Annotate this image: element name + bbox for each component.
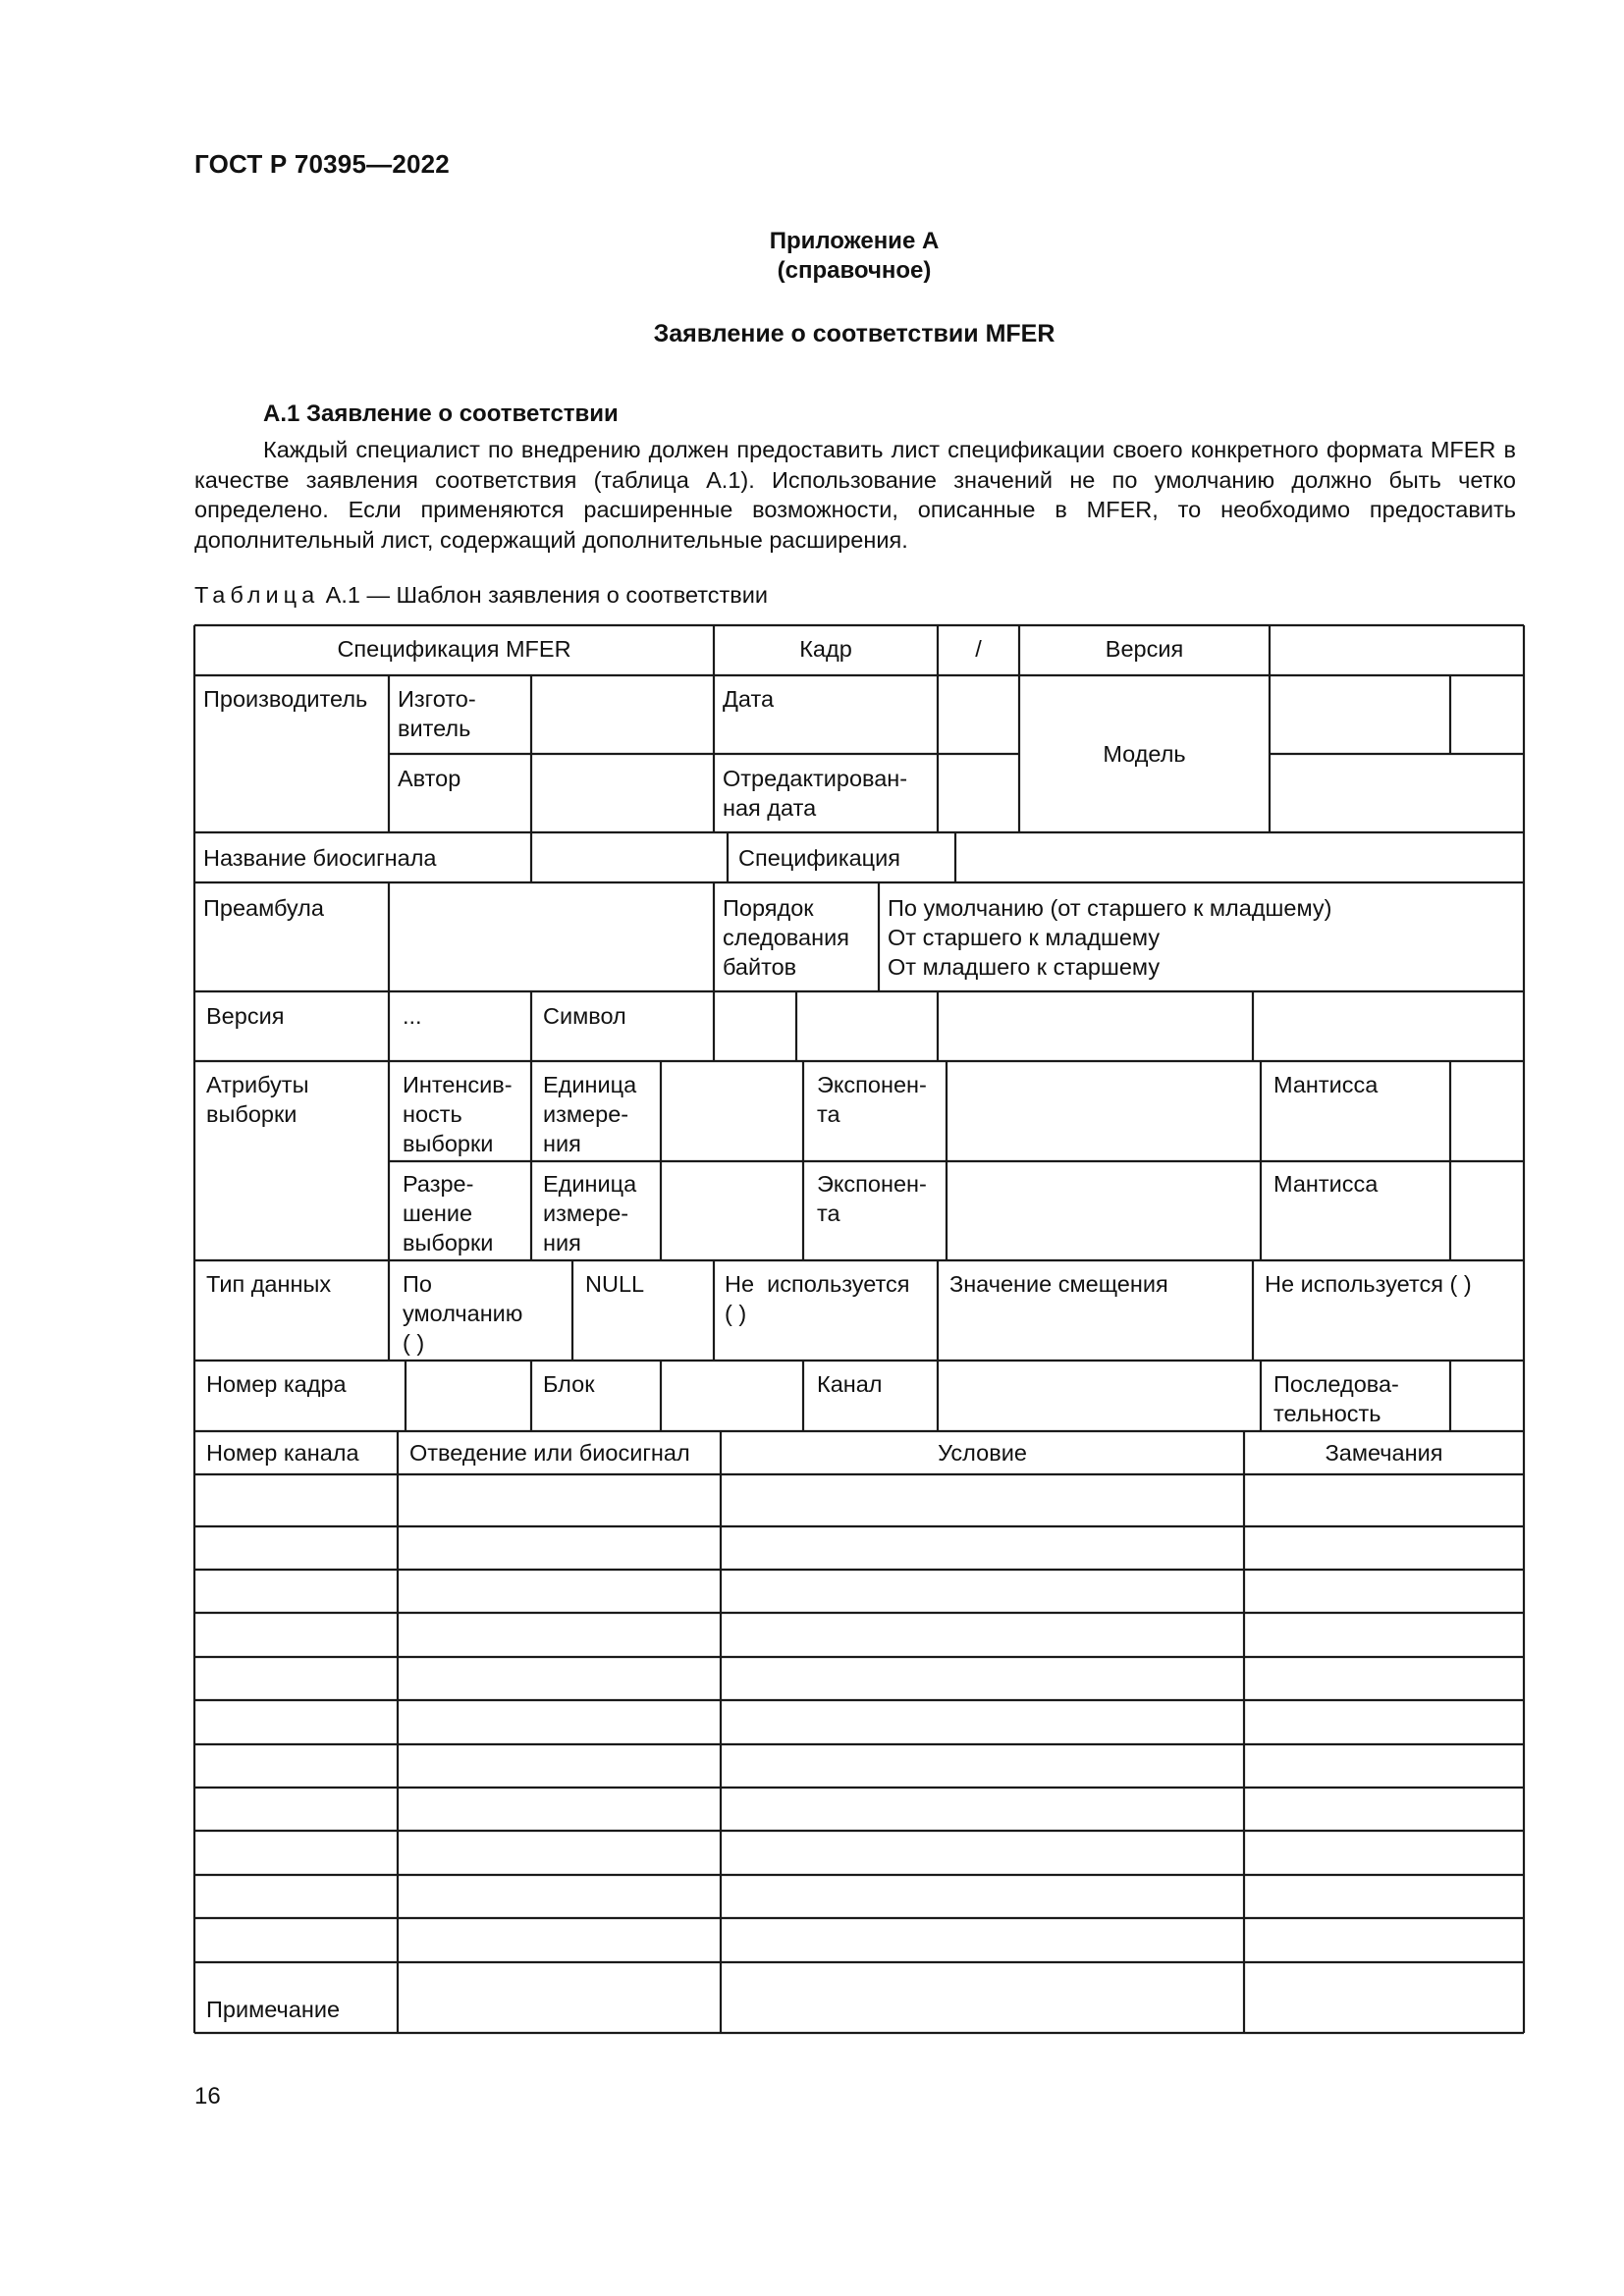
cell-version: Версия <box>1105 636 1184 662</box>
cell-symbol: Символ <box>543 1003 626 1029</box>
cell-preamble: Преамбула <box>203 895 324 921</box>
cell-mantissa-2: Мантисса <box>1273 1171 1379 1197</box>
page-number: 16 <box>194 2083 221 2109</box>
cell-data-type: Тип данных <box>206 1271 332 1297</box>
cell-specification: Спецификация <box>738 845 900 871</box>
table-caption-text: А.1 — Шаблон заявления о соответствии <box>319 582 768 608</box>
cell-note: Примечание <box>206 1997 341 2022</box>
cell-producer: Производитель <box>203 686 368 712</box>
document-code: ГОСТ Р 70395—2022 <box>194 149 450 179</box>
cell-date: Дата <box>723 686 775 712</box>
cell-byte-order: Порядок следования байтов <box>723 895 849 980</box>
cell-sample-attributes: Атрибуты выборки <box>206 1072 309 1127</box>
cell-remarks: Замечания <box>1325 1440 1443 1466</box>
table-caption-prefix: Таблица <box>194 582 320 608</box>
cell-block: Блок <box>543 1371 595 1397</box>
cell-biosignal-name: Название биосигнала <box>203 845 437 871</box>
cell-unit-1: Единица измере- ния <box>543 1072 637 1156</box>
cell-byte-order-options: По умолчанию (от старшего к младшему) От старшего к младшему От младшего к старшему <box>888 895 1332 980</box>
cell-channel-number: Номер канала <box>206 1440 359 1466</box>
cell-frame: Кадр <box>799 636 852 662</box>
cell-author: Автор <box>398 766 461 791</box>
section-title: Заявление о соответствии MFER <box>653 320 1056 347</box>
cell-unit-2: Единица измере- ния <box>543 1171 637 1255</box>
cell-manufacturer: Изгото- витель <box>398 686 476 741</box>
cell-sample-intensity: Интенсив- ность выборки <box>403 1072 513 1156</box>
cell-null: NULL <box>585 1271 645 1297</box>
cell-spec-mfer: Спецификация MFER <box>337 636 571 662</box>
table-caption <box>194 582 768 609</box>
cell-frame-number: Номер кадра <box>206 1371 347 1397</box>
appendix-title: Приложение А <box>769 228 940 254</box>
body-paragraph: Каждый специалист по внедрению должен предоставить лист спецификации своего конкретного формата MFER в качестве заявления соответствия (таблица А.1). Использование значений не по умолчанию должно быть четко определено. Если применяются расширенные возможности, описанные в MFER, то необходимо предоставить дополнительный лист, содержащий дополнительные расширения. <box>194 437 1516 553</box>
appendix-type: (справочное) <box>777 257 932 284</box>
cell-version-2: Версия <box>206 1003 285 1029</box>
cell-not-used-2: Не используется ( ) <box>1265 1271 1472 1297</box>
cell-offset-value: Значение смещения <box>949 1271 1168 1297</box>
cell-default-value: По умолчанию ( ) <box>403 1271 523 1356</box>
cell-edited-date: Отредактирован- ная дата <box>723 766 908 821</box>
cell-model: Модель <box>1103 741 1186 767</box>
cell-sample-resolution: Разре- шение выборки <box>403 1171 494 1255</box>
cell-mantissa-1: Мантисса <box>1273 1072 1379 1097</box>
cell-slash: / <box>975 636 982 662</box>
cell-not-used-1: Не используется ( ) <box>725 1271 910 1326</box>
cell-sequence: Последова- тельность <box>1273 1371 1399 1426</box>
cell-exponent-1: Экспонен- та <box>817 1072 927 1127</box>
cell-ellipsis: ... <box>403 1003 422 1029</box>
cell-exponent-2: Экспонен- та <box>817 1171 927 1226</box>
subsection-title: А.1 Заявление о соответствии <box>263 400 619 427</box>
cell-lead-or-biosignal: Отведение или биосигнал <box>409 1440 690 1466</box>
cell-condition: Условие <box>938 1440 1027 1466</box>
cell-channel: Канал <box>817 1371 883 1397</box>
